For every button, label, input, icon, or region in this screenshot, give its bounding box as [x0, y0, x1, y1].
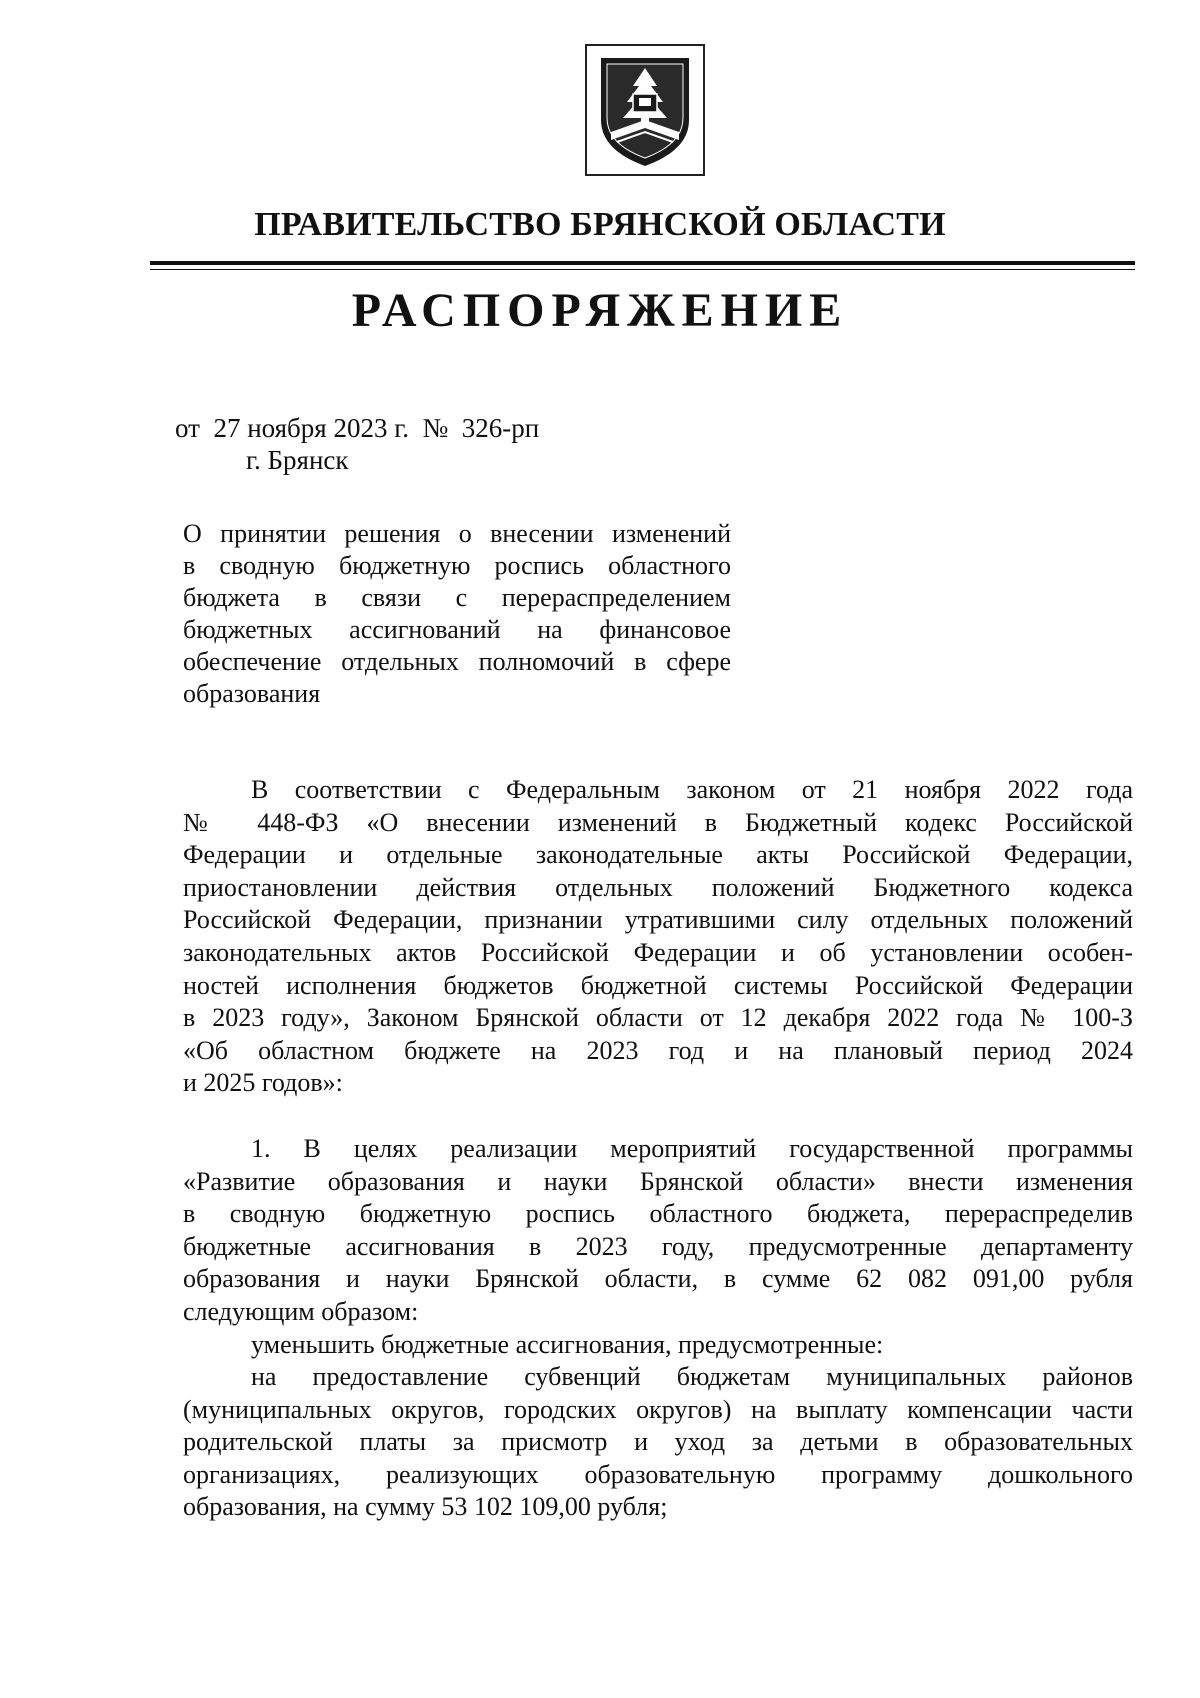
item1-line: «Развитие образования и науки Брянской области» внести изменения	[183, 1166, 1133, 1196]
document-date-number: от 27 ноября 2023 г. № 326-рп	[175, 413, 540, 443]
document-subject	[183, 518, 731, 710]
preamble-line: Федерации и отдельные законодательные акты Российской Федерации,	[183, 840, 1133, 870]
subvention-line: организациях, реализующих образовательную программу дошкольного	[183, 1459, 1133, 1489]
preamble-line: и 2025 годов»:	[183, 1068, 343, 1098]
document-city: г. Брянск	[246, 445, 349, 475]
subject-line: в сводную бюджетную роспись областного	[183, 551, 731, 580]
subvention-line: на предоставление субвенций бюджетам муниципальных районов	[251, 1362, 1133, 1392]
preamble-line: В соответствии с Федеральным законом от 21 ноября 2022 года	[251, 775, 1133, 804]
item1-line: 1. В целях реализации мероприятий государственной программы	[251, 1133, 1133, 1163]
subvention-line: родительской платы за присмотр и уход за детьми в образовательных	[183, 1427, 1133, 1457]
header-rule-thin	[150, 269, 1135, 270]
subject-line: обеспечение отдельных полномочий в сфере	[183, 647, 731, 676]
item1-line: бюджетные ассигнования в 2023 году, предусмотренные департаменту	[183, 1231, 1133, 1261]
item1-line: следующим образом:	[183, 1296, 419, 1326]
subject-line: бюджета в связи с перераспределением	[183, 583, 731, 612]
subject-line: бюджетных ассигнований на финансовое	[183, 615, 731, 644]
document-type-title: РАСПОРЯЖЕНИЕ	[351, 284, 849, 337]
subject-line: О принятии решения о внесении изменений	[183, 519, 731, 548]
preamble-line: ностей исполнения бюджетов бюджетной системы Российской Федерации	[183, 970, 1133, 1000]
document-body	[183, 774, 1133, 1524]
coat-of-arms	[585, 44, 705, 176]
item1-line: в сводную бюджетную роспись областного бюджета, перераспределив	[183, 1199, 1133, 1229]
preamble-line: Российской Федерации, признании утратившими силу отдельных положений	[183, 905, 1133, 935]
preamble-line: в 2023 году», Законом Брянской области от 12 декабря 2022 года № 100-З	[183, 1003, 1133, 1033]
preamble-line: приостановлении действия отдельных положений Бюджетного кодекса	[183, 872, 1133, 902]
preamble-line: законодательных актов Российской Федерации и об установлении особен-	[183, 937, 1133, 967]
subject-line: образования	[183, 679, 321, 708]
header-rule-thick	[150, 261, 1135, 265]
preamble-line: № 448-ФЗ «О внесении изменений в Бюджетный кодекс Российской	[183, 807, 1133, 837]
bryansk-coat-of-arms-icon	[587, 46, 703, 174]
decrease-line: уменьшить бюджетные ассигнования, предусмотренные:	[251, 1329, 884, 1359]
subvention-line: образования, на сумму 53 102 109,00 рубля;	[183, 1492, 668, 1522]
government-title: ПРАВИТЕЛЬСТВО БРЯНСКОЙ ОБЛАСТИ	[254, 206, 946, 243]
preamble-line: «Об областном бюджете на 2023 год и на плановый период 2024	[183, 1035, 1133, 1065]
paragraph-gap	[183, 1100, 1133, 1133]
item1-line: образования и науки Брянской области, в сумме 62 082 091,00 рубля	[183, 1264, 1133, 1294]
subvention-line: (муниципальных округов, городских округов) на выплату компенсации части	[183, 1394, 1133, 1424]
